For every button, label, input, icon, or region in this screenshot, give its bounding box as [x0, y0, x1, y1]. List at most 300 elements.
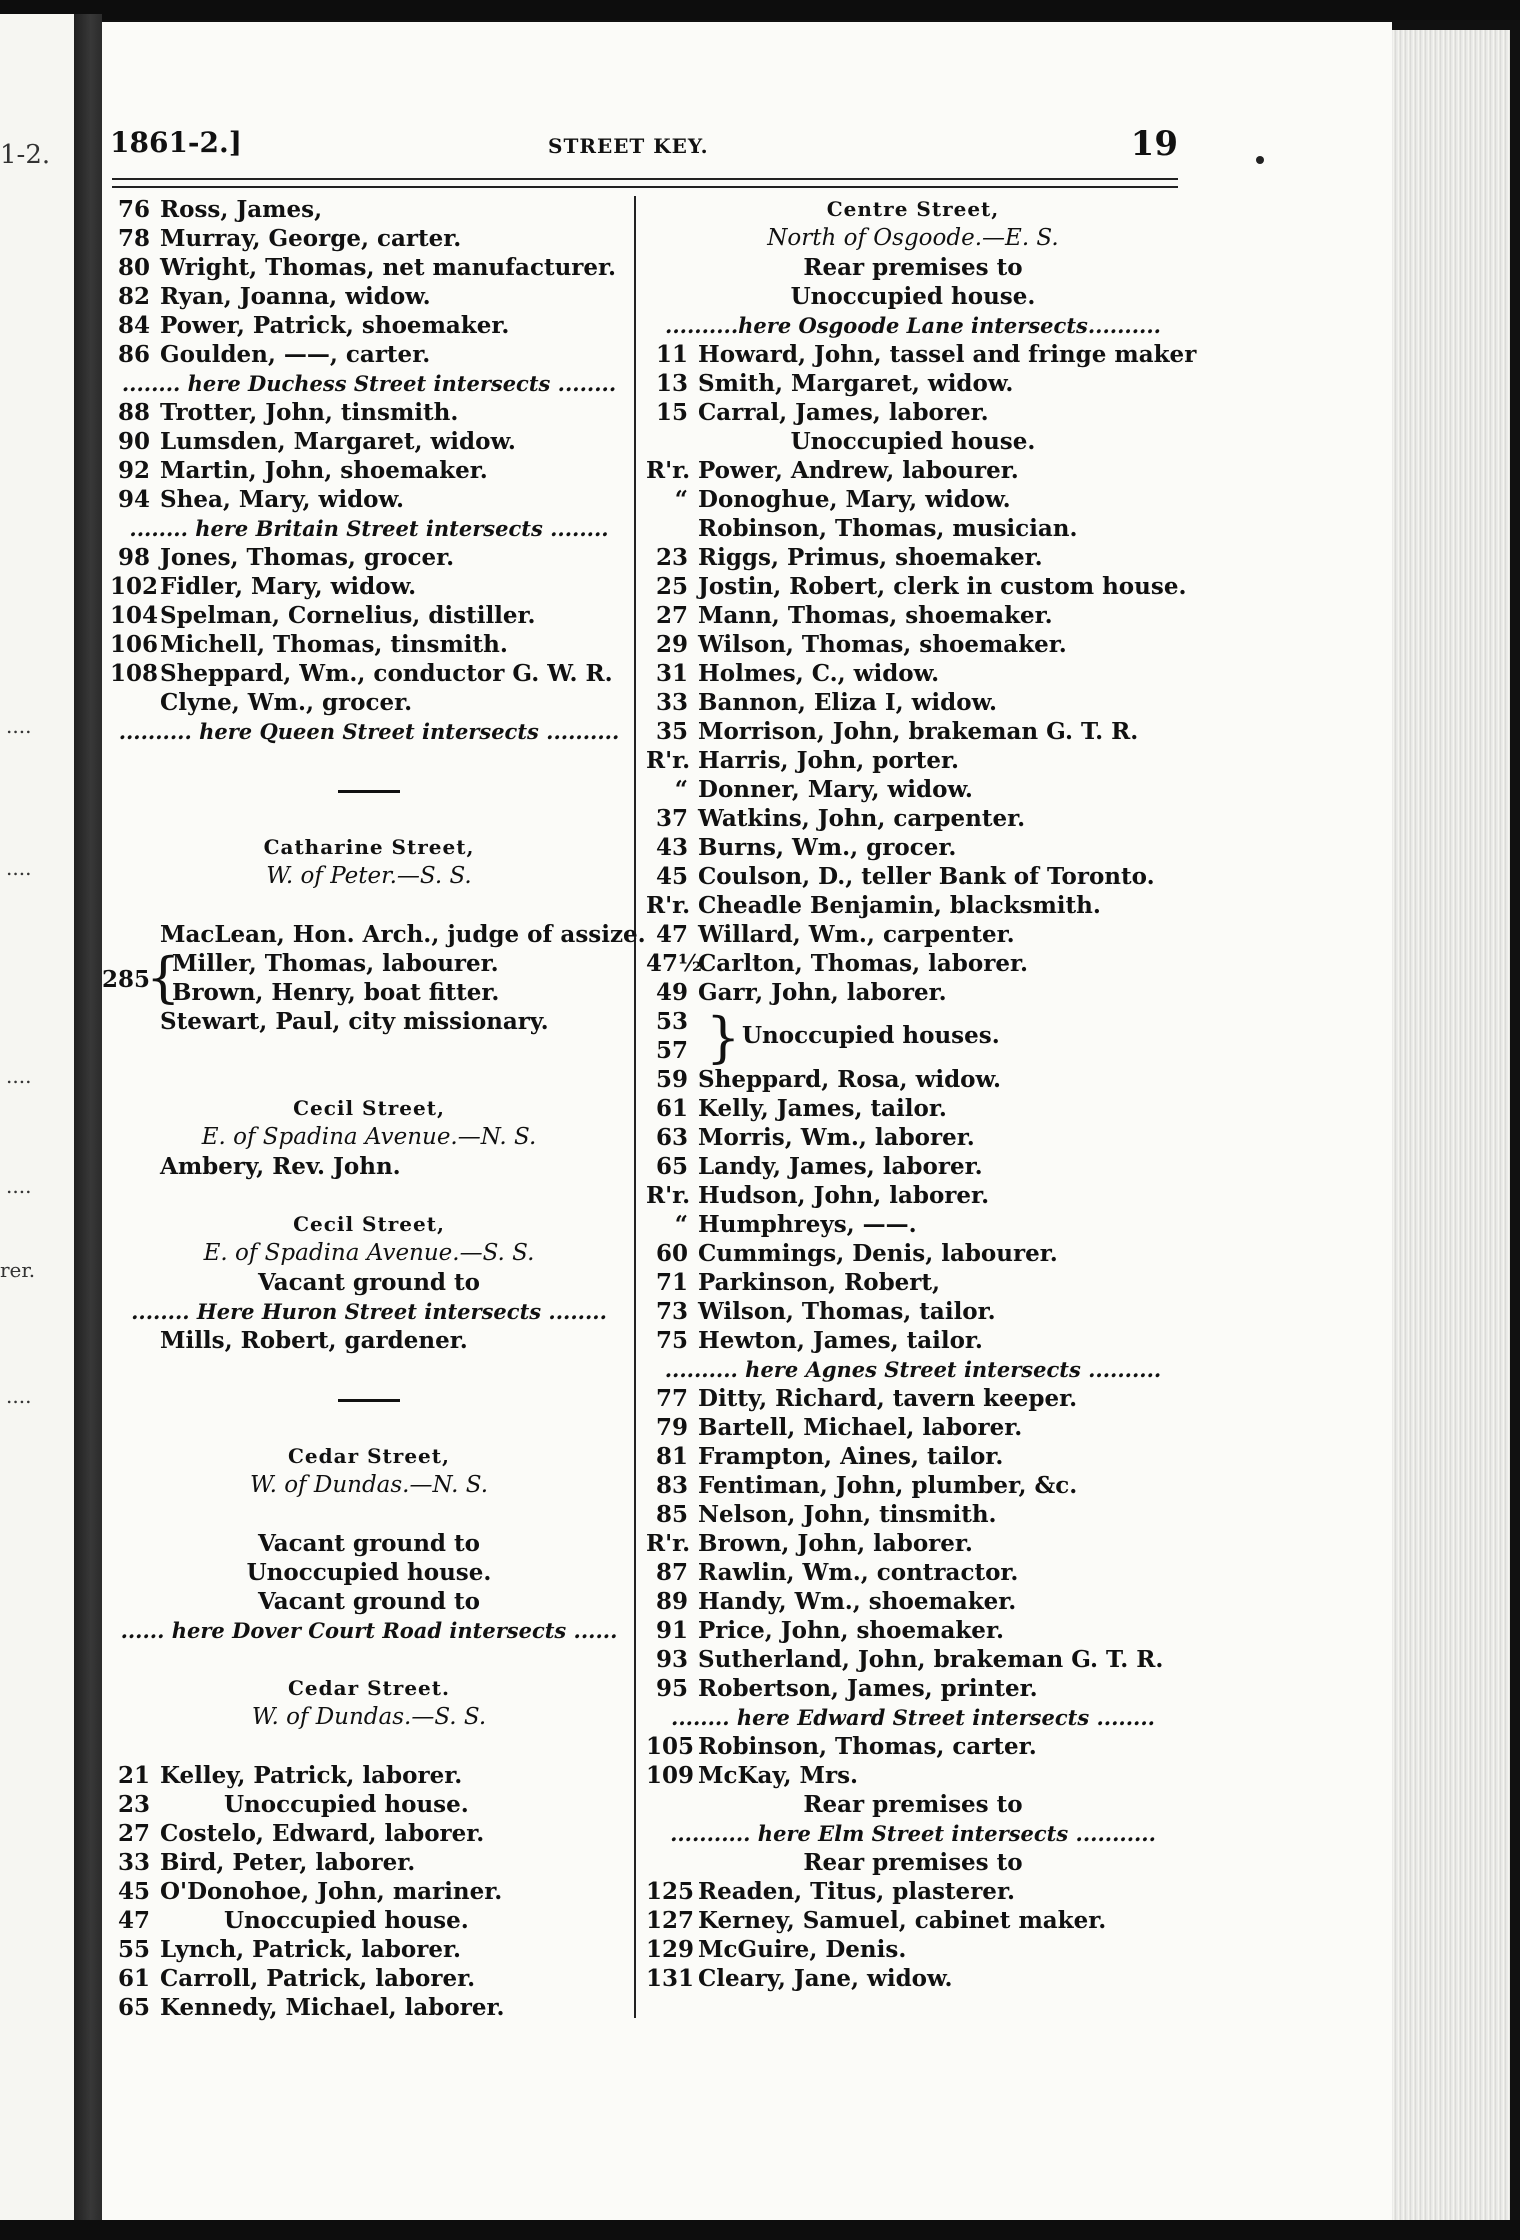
house-number: 131: [646, 1965, 695, 1992]
entry-text: Robinson, Thomas, carter.: [698, 1733, 1037, 1760]
header-rule: [112, 178, 1178, 180]
house-number: 23: [655, 544, 688, 571]
entry-text: Unoccupied houses.: [742, 1022, 1000, 1049]
entry-text: Cummings, Denis, labourer.: [698, 1240, 1058, 1267]
house-number: R'r.: [646, 747, 691, 774]
entry-text: Lynch, Patrick, laborer.: [160, 1936, 462, 1963]
entry-text: Ditty, Richard, tavern keeper.: [698, 1385, 1078, 1412]
entry-text: Shea, Mary, widow.: [160, 486, 404, 513]
house-number: 90: [117, 428, 150, 455]
directory-entry: [646, 659, 1180, 688]
directory-entry: [110, 1964, 628, 1993]
house-number: 86: [117, 341, 150, 368]
house-number: 92: [117, 457, 150, 484]
entry-text: Garr, John, laborer.: [698, 979, 947, 1006]
house-number: 83: [655, 1472, 688, 1499]
entry-text: Hudson, John, laborer.: [698, 1182, 990, 1209]
directory-entry: [646, 1065, 1180, 1094]
house-number: R'r.: [646, 1530, 691, 1557]
house-number: 102: [110, 573, 159, 600]
entry-text: MacLean, Hon. Arch., judge of assize.: [160, 921, 646, 948]
house-number: 65: [117, 1994, 150, 2021]
house-number: 76: [117, 196, 150, 223]
directory-entry: [110, 427, 628, 456]
house-number: 89: [655, 1588, 688, 1615]
directory-entry: [646, 1297, 1180, 1326]
directory-entry: [110, 1152, 628, 1181]
entry-text: Humphreys, ——.: [698, 1211, 917, 1238]
directory-entry: [646, 1123, 1180, 1152]
directory-entry: [646, 398, 1180, 427]
intersection-line: ..........here Osgoode Lane intersects..........: [665, 313, 1161, 338]
spacer: [110, 1645, 628, 1674]
house-number: 37: [655, 805, 688, 832]
entry-text: Cleary, Jane, widow.: [698, 1965, 953, 1992]
directory-entry: [646, 1442, 1180, 1471]
entry-text: Jones, Thomas, grocer.: [160, 544, 455, 571]
entry-text: Smith, Margaret, widow.: [698, 370, 1014, 397]
directory-entry: [646, 1500, 1180, 1529]
header-title: STREET KEY.: [548, 134, 709, 158]
directory-entry: [646, 1877, 1180, 1906]
entry-text: Carroll, Patrick, laborer.: [160, 1965, 476, 1992]
centered-note: Unoccupied house.: [790, 283, 1036, 310]
entry-text: Ambery, Rev. John.: [160, 1153, 401, 1180]
entry-text: Burns, Wm., grocer.: [698, 834, 957, 861]
house-number: 127: [646, 1907, 695, 1934]
entry-text: Carlton, Thomas, laborer.: [698, 950, 1028, 977]
directory-entry: [110, 1007, 628, 1036]
spacer: [110, 1065, 628, 1094]
entry-text: Unoccupied house.: [224, 1907, 469, 1934]
house-number: 78: [117, 225, 150, 252]
entry-text: Bird, Peter, laborer.: [160, 1849, 416, 1876]
spacer: [110, 1355, 628, 1384]
entry-text: Ross, James,: [160, 196, 323, 223]
entry-text: Miller, Thomas, labourer.: [172, 950, 499, 977]
directory-entry: [646, 1326, 1180, 1355]
entry-text: Unoccupied house.: [224, 1791, 469, 1818]
entry-text: Stewart, Paul, city missionary.: [160, 1008, 549, 1035]
house-number: R'r.: [646, 1182, 691, 1209]
entry-text: Robinson, Thomas, musician.: [698, 515, 1078, 542]
separator-bar: [338, 1399, 400, 1402]
directory-entry: [646, 1152, 1180, 1181]
directory-entry: [646, 601, 1180, 630]
left-column: [102, 195, 646, 2022]
entry-text: Lumsden, Margaret, widow.: [160, 428, 516, 455]
house-number: 285: [102, 966, 151, 993]
entry-text: Carral, James, laborer.: [698, 399, 989, 426]
house-number: 125: [646, 1878, 695, 1905]
scan-bottom-band: [0, 2220, 1520, 2240]
prev-page-fragment: ....: [6, 1064, 32, 1088]
entry-text: Harris, John, porter.: [698, 747, 960, 774]
entry-text: Watkins, John, carpenter.: [698, 805, 1026, 832]
entry-text: Wilson, Thomas, tailor.: [698, 1298, 996, 1325]
house-number: 75: [655, 1327, 688, 1354]
page-number: 19: [1130, 124, 1178, 164]
directory-entry: [110, 1906, 628, 1935]
directory-entry: [110, 1326, 628, 1355]
entry-text: Morris, Wm., laborer.: [698, 1124, 975, 1151]
entry-text: Mann, Thomas, shoemaker.: [698, 602, 1053, 629]
centered-note: Rear premises to: [803, 1849, 1023, 1876]
entry-text: Bannon, Eliza I, widow.: [698, 689, 998, 716]
entry-text: Power, Patrick, shoemaker.: [160, 312, 510, 339]
entry-text: Clyne, Wm., grocer.: [160, 689, 413, 716]
prev-page-fragment: ....: [6, 1174, 32, 1198]
directory-entry: [110, 253, 628, 282]
section-separator: [110, 1384, 628, 1413]
entry-text: Kelley, Patrick, laborer.: [160, 1762, 463, 1789]
directory-entry: [646, 1471, 1180, 1500]
house-number: 94: [117, 486, 150, 513]
house-number: 77: [655, 1385, 688, 1412]
directory-entry: [646, 1587, 1180, 1616]
house-number: 63: [655, 1124, 688, 1151]
house-number: 59: [655, 1066, 688, 1093]
house-number: 25: [655, 573, 688, 600]
directory-entry: [110, 398, 628, 427]
directory-entry: [646, 688, 1180, 717]
directory-entry: [646, 1616, 1180, 1645]
directory-entry: [646, 1935, 1180, 1964]
house-number: 87: [655, 1559, 688, 1586]
header-rule: [112, 186, 1178, 188]
intersection-line: ........ here Duchess Street intersects ........: [121, 371, 617, 396]
house-number: 23: [117, 1791, 150, 1818]
entry-text: Nelson, John, tinsmith.: [698, 1501, 997, 1528]
entry-text: Goulden, ——, carter.: [160, 341, 431, 368]
previous-page-edge: [0, 14, 74, 2240]
street-heading: Cecil Street,: [293, 1212, 445, 1236]
house-number: “: [674, 776, 688, 803]
house-number: 31: [655, 660, 688, 687]
prev-page-fragment: rer.: [0, 1258, 36, 1282]
house-number: 88: [117, 399, 150, 426]
intersection-line: .......... here Agnes Street intersects ..........: [664, 1357, 1162, 1382]
intersection-line: ...... here Dover Court Road intersects ......: [120, 1618, 618, 1643]
directory-entry: [646, 1761, 1180, 1790]
directory-entry: [110, 1761, 628, 1790]
centered-note: Vacant ground to: [258, 1269, 480, 1296]
house-number: 109: [646, 1762, 695, 1789]
scan-top-band: [0, 0, 1520, 20]
brace-icon: {: [146, 946, 181, 1009]
entry-text: Price, John, shoemaker.: [698, 1617, 1004, 1644]
spacer: [110, 1500, 628, 1529]
street-side-note: W. of Dundas.—S. S.: [251, 1704, 487, 1730]
spacer: [110, 1413, 628, 1442]
spacer: [110, 1181, 628, 1210]
spacer: [110, 746, 628, 775]
house-number: 65: [655, 1153, 688, 1180]
directory-entry: [646, 1558, 1180, 1587]
separator-bar: [338, 790, 400, 793]
house-number: 15: [655, 399, 688, 426]
directory-entry: [110, 1790, 628, 1819]
directory-entry: [646, 804, 1180, 833]
entry-text: Sheppard, Rosa, widow.: [698, 1066, 1002, 1093]
entry-text: Kelly, James, tailor.: [698, 1095, 947, 1122]
entry-text: Howard, John, tassel and fringe maker: [698, 341, 1197, 368]
centered-note: Vacant ground to: [258, 1530, 480, 1557]
entry-text: Ryan, Joanna, widow.: [160, 283, 431, 310]
directory-entry: [646, 1239, 1180, 1268]
directory-entry: [646, 1181, 1180, 1210]
entry-text: Jostin, Robert, clerk in custom house.: [698, 573, 1187, 600]
house-number: 60: [655, 1240, 688, 1267]
house-number: 95: [655, 1675, 688, 1702]
intersection-line: .......... here Queen Street intersects ..........: [118, 719, 620, 744]
house-number: 33: [655, 689, 688, 716]
entry-text: Trotter, John, tinsmith.: [160, 399, 459, 426]
directory-entry: [110, 572, 628, 601]
directory-entry: [110, 920, 646, 949]
house-number: 27: [117, 1820, 150, 1847]
directory-entry: [110, 688, 628, 717]
directory-entry: [110, 1935, 628, 1964]
directory-entry: [646, 1964, 1180, 1993]
spacer: [110, 891, 628, 920]
house-number: 98: [117, 544, 150, 571]
directory-entry: [646, 717, 1180, 746]
directory-entry: [110, 1819, 628, 1848]
intersection-line: ........ Here Huron Street intersects ........: [131, 1299, 607, 1324]
street-heading: Cedar Street,: [288, 1444, 450, 1468]
entry-text: Morrison, John, brakeman G. T. R.: [698, 718, 1139, 745]
directory-entry: [646, 1413, 1180, 1442]
house-number: 129: [646, 1936, 695, 1963]
directory-entry: [646, 1674, 1180, 1703]
entry-text: Donner, Mary, widow.: [698, 776, 973, 803]
intersection-line: ........... here Elm Street intersects ...........: [670, 1821, 1156, 1846]
bracketed-entry: [110, 978, 628, 1007]
entry-text: Wilson, Thomas, shoemaker.: [698, 631, 1067, 658]
right-column: [646, 195, 1197, 1993]
house-number: “: [674, 486, 688, 513]
prev-page-fragment: 1-2.: [0, 140, 51, 170]
street-heading: Catharine Street,: [263, 835, 475, 859]
entry-text: McKay, Mrs.: [698, 1762, 859, 1789]
entry-text: Cheadle Benjamin, blacksmith.: [698, 892, 1101, 919]
directory-entry: [646, 1268, 1180, 1297]
entry-text: Spelman, Cornelius, distiller.: [160, 602, 536, 629]
entry-text: Frampton, Aines, tailor.: [698, 1443, 1004, 1470]
house-number: 29: [655, 631, 688, 658]
house-number: 55: [117, 1936, 150, 1963]
house-number: 35: [655, 718, 688, 745]
directory-entry: [110, 1993, 628, 2022]
entry-text: Landy, James, laborer.: [698, 1153, 983, 1180]
house-number: 45: [117, 1878, 150, 1905]
house-number: 11: [655, 341, 688, 368]
entry-text: Robertson, James, printer.: [698, 1675, 1038, 1702]
entry-text: O'Donohoe, John, mariner.: [160, 1878, 503, 1905]
entry-text: Rawlin, Wm., contractor.: [698, 1559, 1019, 1586]
entry-text: McGuire, Denis.: [698, 1936, 907, 1963]
directory-entry: [646, 485, 1180, 514]
directory-entry: [110, 282, 628, 311]
entry-text: Fentiman, John, plumber, &c.: [698, 1472, 1078, 1499]
intersection-line: ........ here Edward Street intersects ........: [671, 1705, 1155, 1730]
house-number: 85: [655, 1501, 688, 1528]
house-number: “: [674, 1211, 688, 1238]
entry-text: Donoghue, Mary, widow.: [698, 486, 1011, 513]
directory-entry: [646, 1094, 1180, 1123]
centered-note: Unoccupied house.: [790, 428, 1036, 455]
house-number: 106: [110, 631, 159, 658]
entry-text: Costelo, Edward, laborer.: [160, 1820, 485, 1847]
directory-entry: [110, 485, 628, 514]
directory-entry: [646, 978, 1180, 1007]
brace-icon: }: [706, 1006, 741, 1069]
directory-entry: [110, 1848, 628, 1877]
house-number: 82: [117, 283, 150, 310]
directory-entry: [646, 369, 1180, 398]
entry-text: Parkinson, Robert,: [698, 1269, 941, 1296]
house-number: 43: [655, 834, 688, 861]
street-side-note: W. of Peter.—S. S.: [266, 863, 472, 889]
house-number: 84: [117, 312, 150, 339]
directory-entry: [646, 833, 1180, 862]
directory-entry: [646, 630, 1180, 659]
directory-entry: [646, 920, 1180, 949]
entry-text: Handy, Wm., shoemaker.: [698, 1588, 1017, 1615]
directory-entry: [110, 543, 628, 572]
house-number: 33: [117, 1849, 150, 1876]
directory-entry: [646, 1210, 1180, 1239]
section-separator: [110, 775, 628, 804]
spacer: [110, 804, 628, 833]
directory-entry: [646, 340, 1197, 369]
house-number: 93: [655, 1646, 688, 1673]
entry-text: Power, Andrew, labourer.: [698, 457, 1019, 484]
directory-entry: [110, 456, 628, 485]
house-number: 21: [117, 1762, 150, 1789]
house-number: 47: [117, 1907, 150, 1934]
entry-text: Sutherland, John, brakeman G. T. R.: [698, 1646, 1164, 1673]
page-stack-edge: [1392, 30, 1510, 2220]
entry-text: Kennedy, Michael, laborer.: [160, 1994, 505, 2021]
directory-entry: [646, 949, 1180, 978]
centered-note: Rear premises to: [803, 254, 1023, 281]
entry-text: Fidler, Mary, widow.: [160, 573, 417, 600]
prev-page-fragment: ....: [6, 1384, 32, 1408]
house-number: 61: [117, 1965, 150, 1992]
directory-entry: [110, 195, 628, 224]
column-divider: [634, 196, 636, 2018]
bracketed-entry: [646, 1036, 1180, 1065]
directory-entry: [646, 1645, 1180, 1674]
directory-entry: [646, 862, 1180, 891]
intersection-line: ........ here Britain Street intersects ........: [129, 516, 609, 541]
entry-text: Kerney, Samuel, cabinet maker.: [698, 1907, 1107, 1934]
house-number: 13: [655, 370, 688, 397]
house-number: 47: [655, 921, 688, 948]
street-heading: Cedar Street.: [288, 1676, 450, 1700]
centered-note: Vacant ground to: [258, 1588, 480, 1615]
directory-entry: [646, 1906, 1180, 1935]
directory-entry: [646, 572, 1187, 601]
house-number: 108: [110, 660, 159, 687]
house-number: 61: [655, 1095, 688, 1122]
ink-dot: [1256, 156, 1264, 164]
directory-entry: [110, 224, 628, 253]
entry-text: Murray, George, carter.: [160, 225, 462, 252]
street-side-note: E. of Spadina Avenue.—S. S.: [203, 1240, 535, 1266]
directory-entry: [646, 1732, 1180, 1761]
entry-text: Willard, Wm., carpenter.: [698, 921, 1015, 948]
street-side-note: W. of Dundas.—N. S.: [249, 1472, 489, 1498]
entry-text: Readen, Titus, plasterer.: [698, 1878, 1015, 1905]
entry-text: Bartell, Michael, laborer.: [698, 1414, 1023, 1441]
directory-entry: [646, 543, 1180, 572]
spacer: [110, 1732, 628, 1761]
running-head: [110, 126, 1178, 166]
entry-text: Michell, Thomas, tinsmith.: [160, 631, 508, 658]
entry-text: Wright, Thomas, net manufacturer.: [160, 254, 617, 281]
entry-text: Hewton, James, tailor.: [698, 1327, 983, 1354]
entry-text: Brown, John, laborer.: [698, 1530, 973, 1557]
directory-entry: [646, 746, 1180, 775]
entry-text: Martin, John, shoemaker.: [160, 457, 488, 484]
house-number: 80: [117, 254, 150, 281]
entry-text: Holmes, C., widow.: [698, 660, 940, 687]
street-heading: Cecil Street,: [293, 1096, 445, 1120]
house-number: 104: [110, 602, 159, 629]
directory-entry: [646, 514, 1180, 543]
house-number: R'r.: [646, 892, 691, 919]
house-number: 27: [655, 602, 688, 629]
directory-entry: [110, 340, 628, 369]
header-year: 1861-2.]: [110, 126, 243, 159]
house-number: 81: [655, 1443, 688, 1470]
entry-text: Brown, Henry, boat fitter.: [172, 979, 500, 1006]
entry-text: Riggs, Primus, shoemaker.: [698, 544, 1043, 571]
house-number: 79: [655, 1414, 688, 1441]
prev-page-fragment: ....: [6, 856, 32, 880]
spacer: [110, 1036, 628, 1065]
entry-text: Coulson, D., teller Bank of Toronto.: [698, 863, 1155, 890]
centered-note: Unoccupied house.: [246, 1559, 492, 1586]
book-binding-shadow: [74, 14, 102, 2240]
entry-text: Mills, Robert, gardener.: [160, 1327, 468, 1354]
prev-page-fragment: ....: [6, 714, 32, 738]
directory-entry: [110, 601, 628, 630]
street-heading: Centre Street,: [826, 197, 1000, 221]
house-number: 45: [655, 863, 688, 890]
directory-entry: [646, 1384, 1180, 1413]
directory-entry: [646, 775, 1180, 804]
directory-entry: [110, 659, 628, 688]
directory-entry: [110, 1877, 628, 1906]
centered-note: Rear premises to: [803, 1791, 1023, 1818]
directory-entry: [110, 630, 628, 659]
house-number: 57: [655, 1037, 688, 1064]
house-number: 53: [655, 1008, 688, 1035]
street-side-note: E. of Spadina Avenue.—N. S.: [201, 1124, 537, 1150]
directory-entry: [646, 891, 1180, 920]
directory-entry: [646, 1529, 1180, 1558]
house-number: 47½: [646, 950, 702, 977]
house-number: 49: [655, 979, 688, 1006]
house-number: R'r.: [646, 457, 691, 484]
entry-text: Sheppard, Wm., conductor G. W. R.: [160, 660, 613, 687]
directory-entry: [110, 311, 628, 340]
house-number: 91: [655, 1617, 688, 1644]
